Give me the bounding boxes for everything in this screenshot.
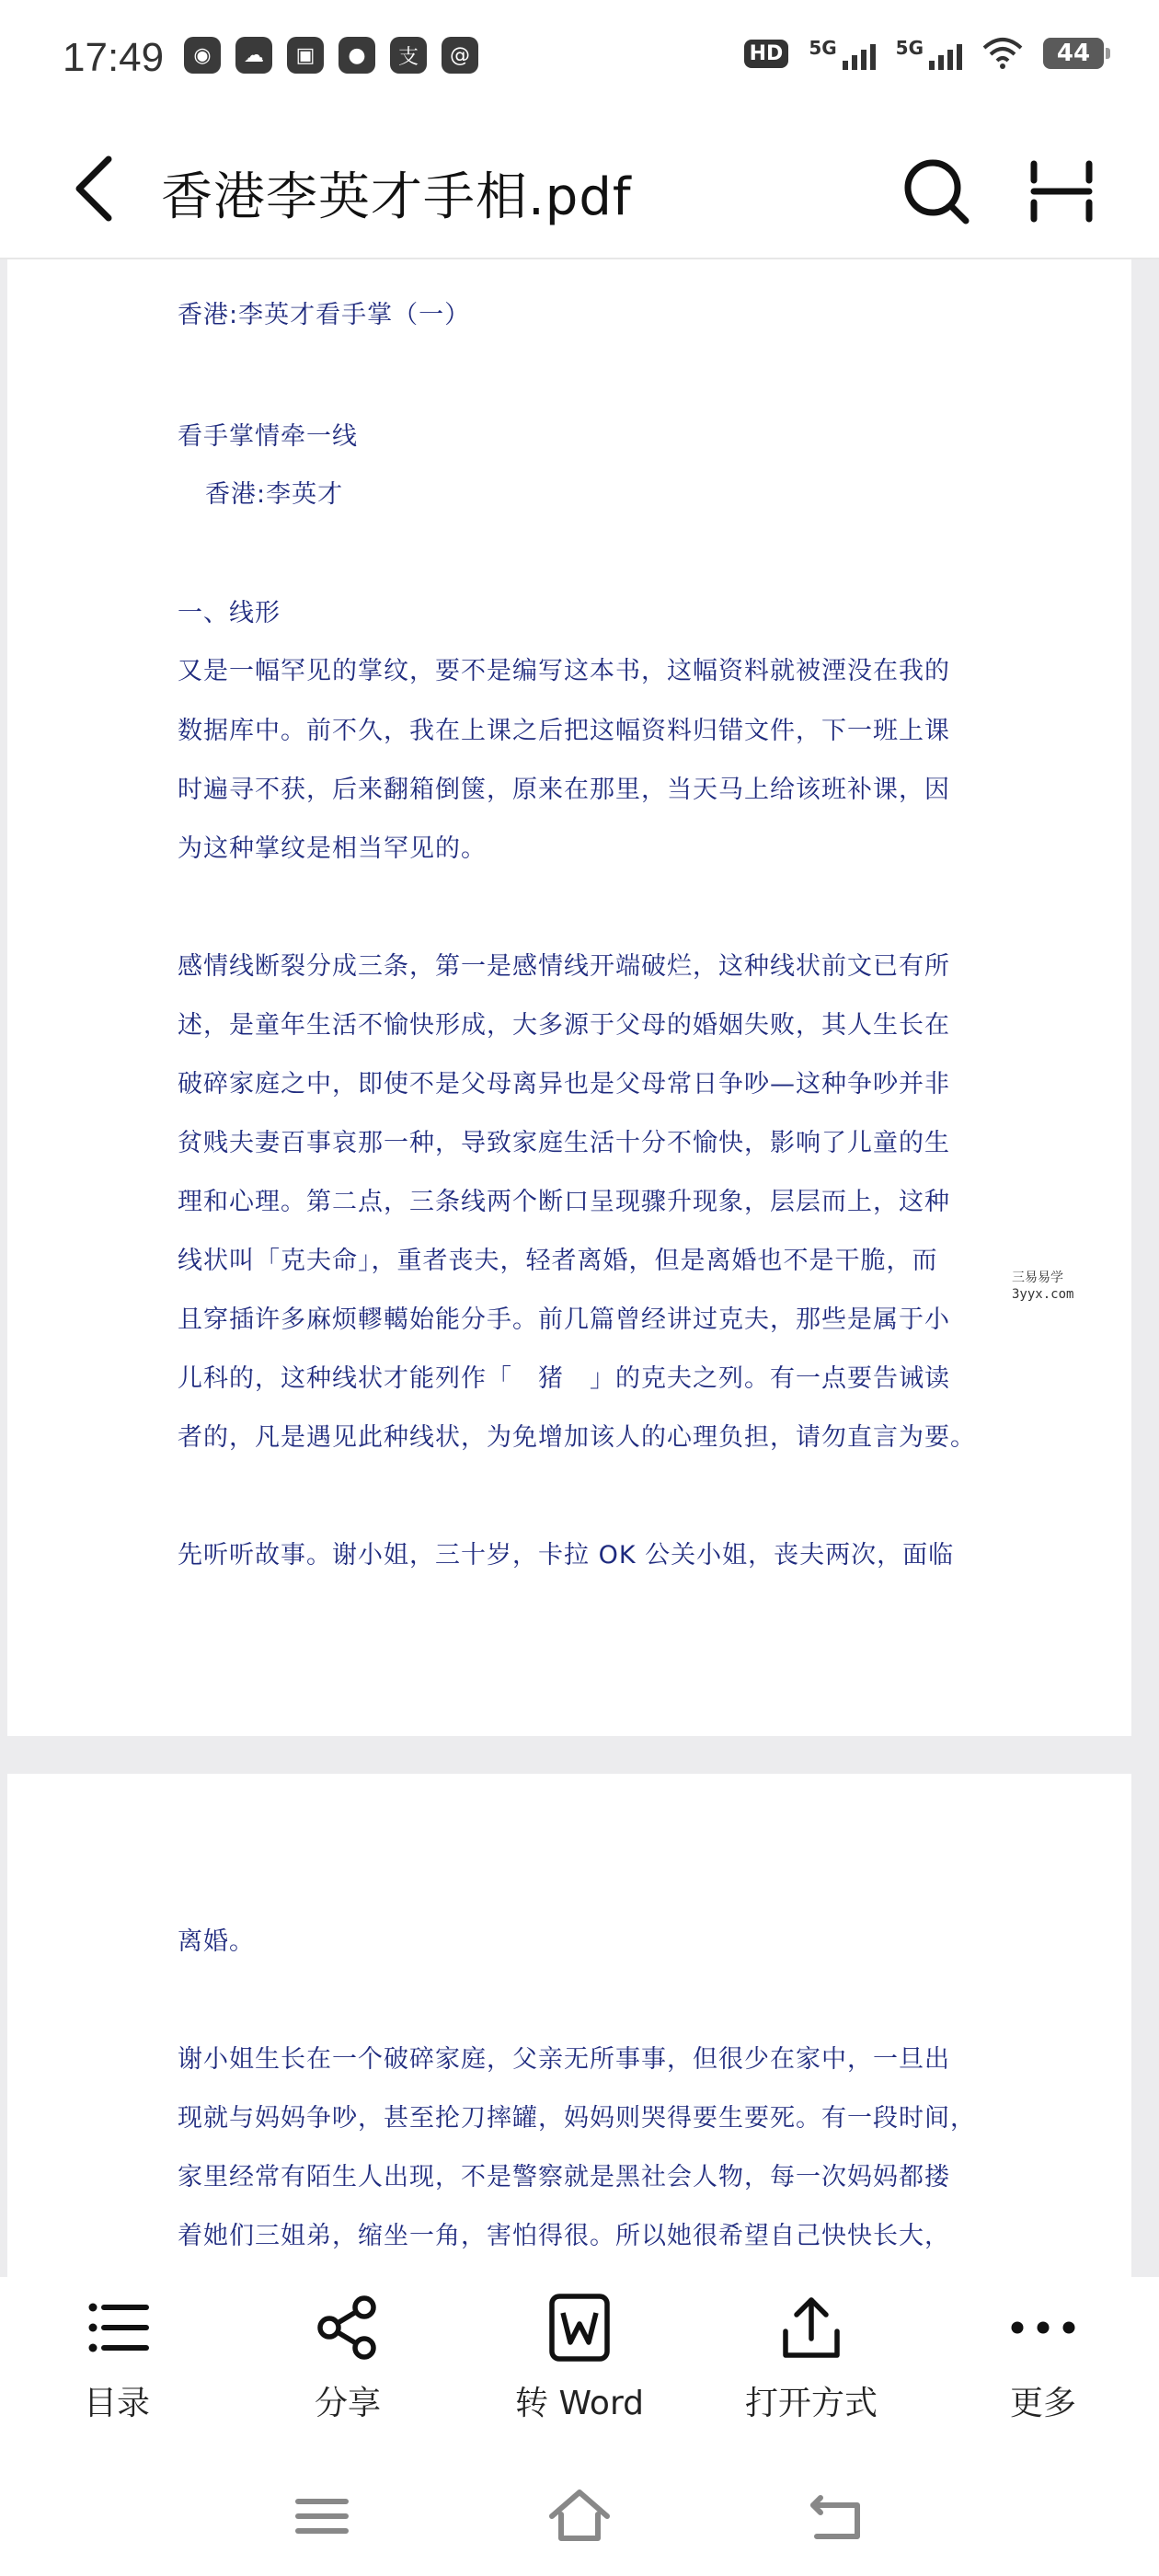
wifi-icon	[982, 37, 1023, 70]
doc-line: 述，是童年生活不愉快形成，大多源于父母的婚姻失败，其人生长在	[178, 1011, 950, 1040]
more-label: 更多	[1009, 2385, 1076, 2422]
doc-line: 为这种掌纹是相当罕见的。	[178, 834, 487, 863]
convert-word-button[interactable]	[478, 2291, 681, 2456]
share-button[interactable]	[247, 2291, 449, 2456]
watermark-line-1: 三易易学	[1012, 1271, 1063, 1285]
list-icon	[80, 2291, 154, 2364]
doc-line: 谢小姐生长在一个破碎家庭，父亲无所事事，但很少在家中，一旦出	[178, 2045, 950, 2074]
upload-icon	[775, 2291, 848, 2364]
recent-apps-icon[interactable]	[285, 2479, 359, 2553]
open-with-label: 打开方式	[744, 2385, 878, 2422]
doc-line: 且穿插许多麻烦轇轕始能分手。前几篇曾经讲过克夫，那些是属于小	[178, 1305, 950, 1334]
status-time: 17:49	[63, 35, 165, 80]
toc-button[interactable]	[16, 2291, 218, 2456]
doc-heading: 香港:李英才看手掌（一）	[178, 301, 471, 329]
document-title: 香港李英才手相.pdf	[161, 167, 632, 227]
doc-subheading: 看手掌情牵一线	[178, 422, 358, 451]
doc-line: 离婚。	[178, 1927, 255, 1956]
alipay-icon: 支	[390, 37, 427, 74]
back-nav-icon[interactable]	[800, 2479, 874, 2553]
top-toolbar	[0, 120, 1159, 259]
doc-line: 又是一幅罕见的掌纹，要不是编写这本书，这幅资料就被湮没在我的	[178, 657, 950, 685]
doc-line: 贫贱夫妻百事哀那一种，导致家庭生活十分不愉快，影响了儿童的生	[178, 1129, 950, 1157]
status-bar	[0, 0, 1159, 120]
doc-line: 感情线断裂分成三条，第一是感情线开端破烂，这种线状前文已有所	[178, 952, 950, 981]
doc-line: 着她们三姐弟，缩坐一角，害怕得很。所以她很希望自己快快长大，	[178, 2222, 950, 2250]
toc-label: 目录	[83, 2385, 150, 2422]
convert-word-label: 转 Word	[515, 2385, 644, 2422]
doc-line: 时遍寻不获，后来翻箱倒箧，原来在那里，当天马上给该班补课，因	[178, 776, 950, 804]
signal-icon	[809, 37, 875, 70]
doc-line: 家里经常有陌生人出现，不是警察就是黑社会人物，每一次妈妈都搂	[178, 2163, 950, 2191]
share-label: 分享	[314, 2385, 381, 2422]
bottom-action-bar	[0, 2277, 1159, 2461]
doc-line: 线状叫「克夫命」，重者丧夫，轻者离婚，但是离婚也不是干脆，而	[178, 1247, 938, 1275]
battery-icon: 44	[1043, 38, 1104, 69]
mail-icon: @	[442, 37, 478, 74]
doc-section-title: 一、线形	[178, 599, 281, 627]
open-with-button[interactable]	[710, 2291, 912, 2456]
word-icon	[543, 2291, 616, 2364]
network-label-2: 5G	[895, 37, 924, 59]
share-icon	[311, 2291, 384, 2364]
doc-line: 先听听故事。谢小姐，三十岁，卡拉 OK 公关小姐，丧夫两次，面临	[178, 1541, 955, 1570]
home-icon[interactable]	[543, 2479, 616, 2553]
doc-line: 数据库中。前不久，我在上课之后把这幅资料归错文件，下一班上课	[178, 717, 950, 745]
hd-badge: HD	[744, 40, 789, 68]
doc-author: 香港:李英才	[205, 480, 344, 509]
back-button[interactable]	[64, 152, 129, 225]
pdf-page-1[interactable]	[7, 259, 1131, 1736]
doc-line: 儿科的，这种线状才能列作「 猪 」的克夫之列。有一点要告诫读	[178, 1364, 950, 1393]
doc-line: 现就与妈妈争吵，甚至抡刀摔罐，妈妈则哭得要生要死。有一段时间，	[178, 2104, 976, 2133]
doc-line: 破碎家庭之中，即使不是父母离异也是父母常日争吵—这种争吵并非	[178, 1070, 950, 1098]
more-icon	[1006, 2291, 1080, 2364]
taobao-icon: ▣	[287, 37, 324, 74]
system-nav-bar	[0, 2461, 1159, 2576]
watermark	[1012, 1270, 1073, 1303]
signal-icon-2	[896, 37, 962, 70]
notification-icons	[184, 37, 478, 74]
system-status	[744, 37, 1104, 70]
more-button[interactable]	[942, 2291, 1144, 2456]
network-label: 5G	[809, 37, 837, 59]
doc-line: 者的，凡是遇见此种线状，为免增加该人的心理负担，请勿直言为要。	[178, 1423, 976, 1452]
wechat-icon: ◉	[184, 37, 221, 74]
watermark-line-2: 3yyx.com	[1012, 1287, 1074, 1302]
baidu-cloud-icon: ☁	[235, 37, 272, 74]
search-icon[interactable]	[901, 156, 971, 226]
fullscreen-icon[interactable]	[1028, 158, 1095, 224]
message-icon: ●	[339, 37, 375, 74]
pdf-page-2[interactable]	[7, 1774, 1131, 2326]
doc-line: 理和心理。第二点，三条线两个断口呈现骤升现象，层层而上，这种	[178, 1188, 950, 1216]
